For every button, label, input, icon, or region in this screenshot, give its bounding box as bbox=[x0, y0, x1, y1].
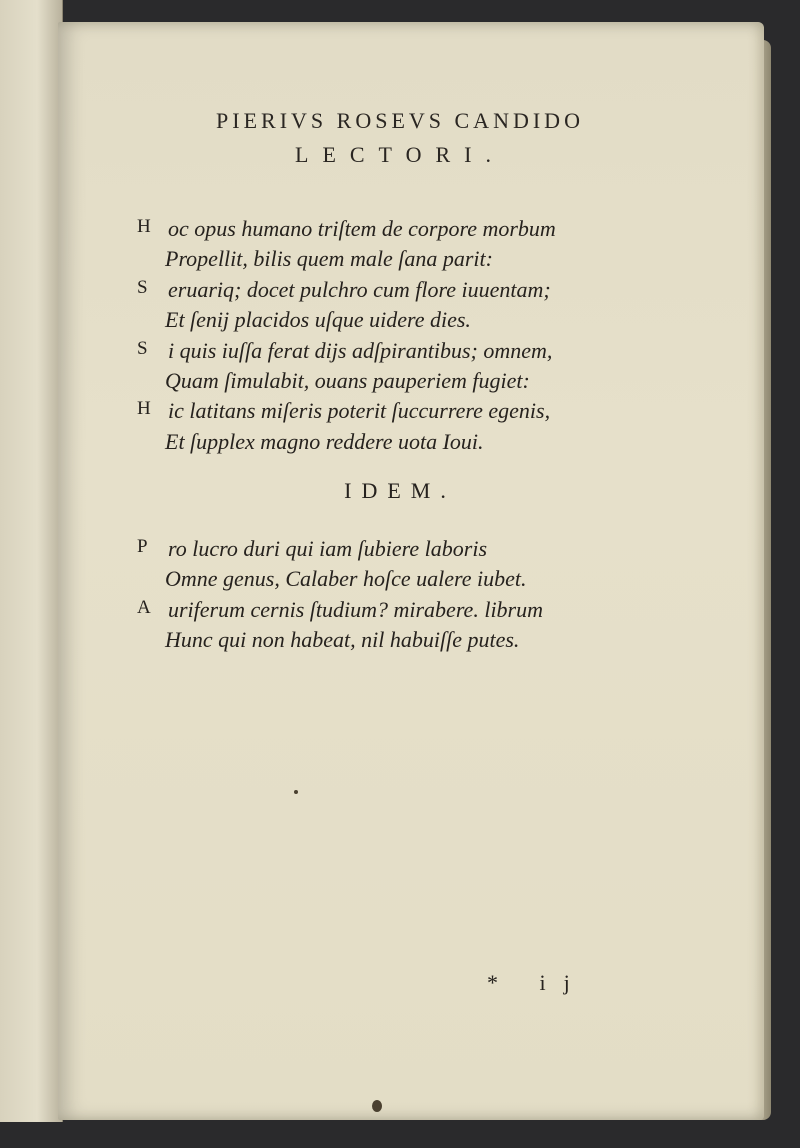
verse-initial: S bbox=[137, 337, 148, 359]
ink-spot bbox=[294, 790, 298, 794]
verse-text: Quam ſimulabit, ouans pauperiem fugiet: bbox=[165, 368, 530, 393]
verse-line bbox=[0, 216, 800, 246]
verse-text: oc opus humano triſtem de corpore morbum bbox=[168, 216, 556, 241]
verse-line bbox=[0, 307, 800, 337]
verse-text: Propellit, bilis quem male ſana parit: bbox=[165, 246, 493, 272]
verse-line bbox=[0, 536, 800, 566]
verse-text: i quis iuſſa ferat dijs adſpirantibus; omnem, bbox=[168, 337, 553, 363]
verse-text: Hunc qui non habeat, nil habuiſſe putes. bbox=[165, 627, 520, 653]
verse-initial: H bbox=[137, 216, 151, 237]
verse-line bbox=[0, 246, 800, 276]
idem-heading: IDEM. bbox=[344, 478, 456, 503]
verse-text: Et ſenij placidos uſque uidere dies. bbox=[165, 307, 471, 333]
verse-text: uriferum cernis ſtudium? mirabere. librum bbox=[168, 596, 543, 622]
verse-line bbox=[0, 627, 800, 657]
signature-mark: * ij bbox=[487, 970, 588, 995]
verse-line bbox=[0, 597, 800, 627]
heading-line-2: LECTORI. bbox=[295, 142, 505, 167]
verse-line bbox=[0, 429, 800, 459]
verse-initial: A bbox=[137, 596, 151, 618]
verse-text: Omne genus, Calaber hoſce ualere iubet. bbox=[165, 566, 527, 592]
verse-text: Et ſupplex magno reddere uota Ioui. bbox=[165, 428, 484, 454]
verse-line bbox=[0, 368, 800, 398]
verse-text: ro lucro duri qui iam ſubiere laboris bbox=[168, 536, 487, 561]
verse-line bbox=[0, 277, 800, 307]
verse-line bbox=[0, 566, 800, 596]
heading-line-1: PIERIVS ROSEVS CANDIDO bbox=[216, 108, 584, 133]
verse-initial: S bbox=[137, 276, 148, 298]
verse-initial: P bbox=[137, 536, 148, 557]
ink-spot bbox=[372, 1100, 382, 1112]
verse-initial: H bbox=[137, 398, 151, 420]
verse-text: eruariq; docet pulchro cum flore iuuentam; bbox=[168, 276, 551, 302]
verse-line bbox=[0, 338, 800, 368]
verse-line bbox=[0, 398, 800, 428]
verse-text: ic latitans miſeris poterit ſuccurrere egenis, bbox=[168, 398, 551, 424]
